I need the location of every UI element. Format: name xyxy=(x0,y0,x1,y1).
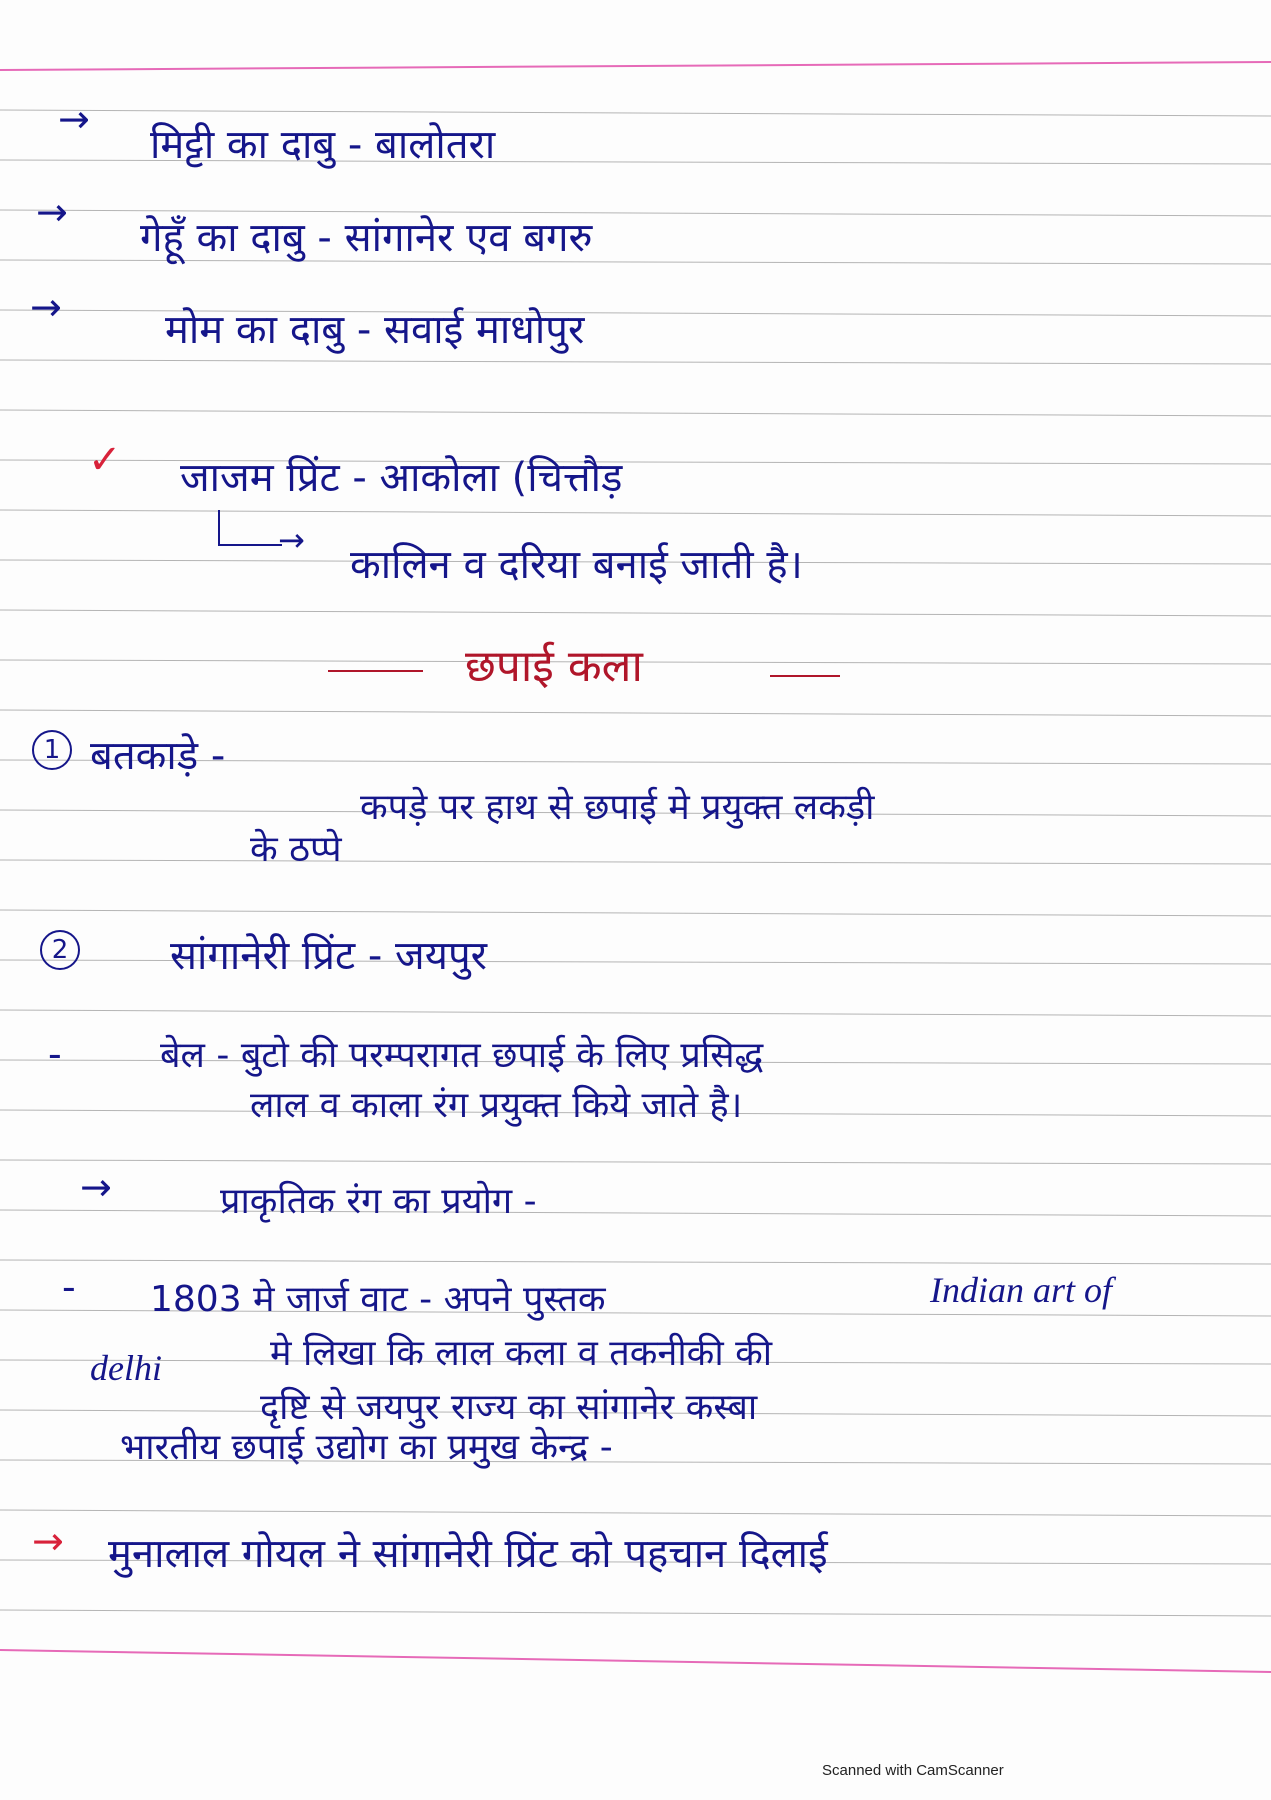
section1-title: बतकाड़े - xyxy=(90,733,226,779)
rule-line xyxy=(0,110,1271,116)
heading-dash-right xyxy=(770,675,840,677)
para-english-1: Indian art of xyxy=(930,1270,1113,1310)
rule-line xyxy=(0,860,1271,864)
section2-line1: बेल - बुटो की परम्परागत छपाई के लिए प्रसिद्ध xyxy=(160,1035,764,1076)
rule-line xyxy=(0,1010,1271,1016)
section2-line3: प्राकृतिक रंग का प्रयोग - xyxy=(220,1181,537,1222)
para-english-2: delhi xyxy=(90,1348,162,1388)
rule-line xyxy=(0,610,1271,616)
rule-line xyxy=(0,360,1271,364)
arrow-icon: → xyxy=(30,285,62,329)
rule-line xyxy=(0,410,1271,416)
section2-title: सांगानेरी प्रिंट - जयपुर xyxy=(170,933,488,979)
red-tick-icon: ✓ xyxy=(88,437,122,483)
arrow-icon: → xyxy=(58,97,90,141)
last-line: मुनालाल गोयल ने सांगानेरी प्रिंट को पहचान दिलाई xyxy=(108,1531,828,1577)
dash-bullet: - xyxy=(62,1265,76,1309)
rule-line xyxy=(0,1210,1271,1216)
dash-bullet: - xyxy=(48,1032,62,1076)
para-line4: भारतीय छपाई उद्योग का प्रमुख केन्द्र - xyxy=(120,1427,613,1468)
circled-number-2: 2 xyxy=(40,930,80,970)
rule-line xyxy=(0,1510,1271,1516)
rule-line xyxy=(0,710,1271,716)
rule-line xyxy=(0,1160,1271,1164)
elbow-connector xyxy=(218,510,282,546)
rule-line xyxy=(0,910,1271,916)
rule-line xyxy=(0,1610,1271,1616)
para-line3: दृष्टि से जयपुर राज्य का सांगानेर कस्बा xyxy=(260,1387,758,1428)
arrow-icon: → xyxy=(80,1165,112,1209)
section1-line1: कपड़े पर हाथ से छपाई मे प्रयुक्त लकड़ी xyxy=(360,787,875,828)
para-line2: मे लिखा कि लाल कला व तकनीकी की xyxy=(270,1333,773,1374)
section1-line2: के ठप्पे xyxy=(250,829,342,870)
para-line1: 1803 मे जार्ज वाट - अपने पुस्तक xyxy=(150,1279,606,1320)
top-margin-line xyxy=(0,62,1271,70)
line-jajam-print: जाजम प्रिंट - आकोला (चित्तौड़ xyxy=(180,455,623,501)
rule-line xyxy=(0,1260,1271,1264)
line-kalin-dariya: कालिन व दरिया बनाई जाती है। xyxy=(350,542,803,588)
bottom-margin-line xyxy=(0,1650,1271,1672)
line-gehun-dabu: गेहूँ का दाबु - सांगानेर एव बगरु xyxy=(140,215,593,261)
heading-dash-left xyxy=(328,670,423,672)
arrow-icon: → xyxy=(36,190,68,234)
rule-line xyxy=(0,510,1271,516)
arrow-icon: → xyxy=(278,521,305,559)
section-heading: छपाई कला xyxy=(465,641,643,692)
circled-number-1: 1 xyxy=(32,730,72,770)
section2-line2: लाल व काला रंग प्रयुक्त किये जाते है। xyxy=(250,1085,743,1126)
line-mom-dabu: मोम का दाबु - सवाई माधोपुर xyxy=(165,307,585,353)
line-mitti-dabu: मिट्टी का दाबु - बालोतरा xyxy=(150,122,496,168)
red-arrow-icon: → xyxy=(32,1519,64,1563)
scanner-footer: Scanned with CamScanner xyxy=(822,1762,1004,1779)
